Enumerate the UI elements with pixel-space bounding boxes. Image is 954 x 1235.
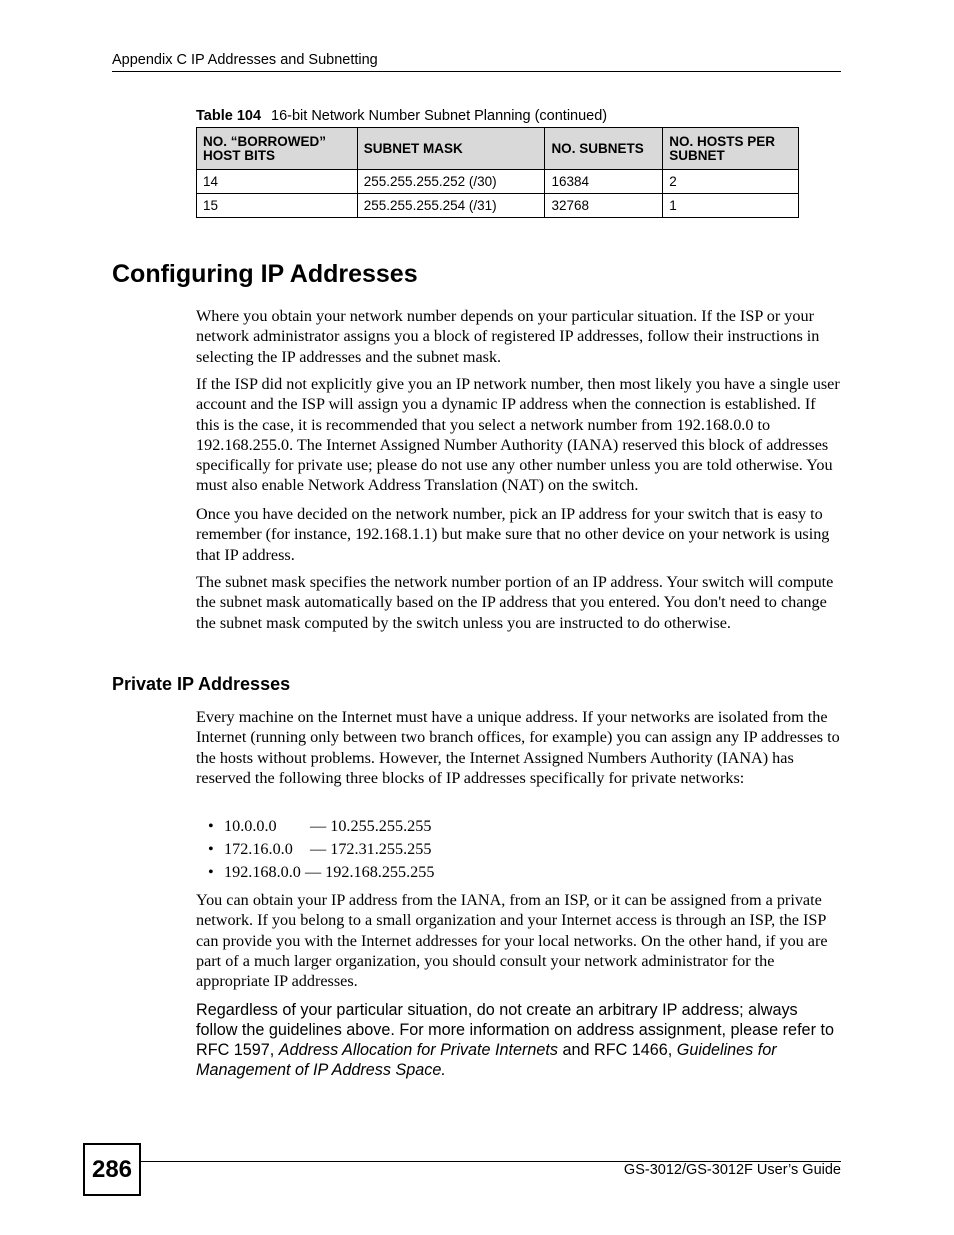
closing-text: and RFC 1466, (558, 1041, 677, 1059)
list-item (208, 839, 434, 862)
subnet-planning-table (196, 127, 799, 218)
list-item (208, 816, 434, 839)
range-end: — 172.31.255.255 (310, 840, 432, 858)
bullet-icon: • (208, 840, 214, 858)
table-caption (196, 108, 607, 124)
table-cell: 255.255.255.252 (/30) (357, 170, 545, 194)
private-ip-range-list (208, 816, 434, 885)
footer-guide-title: GS-3012/GS-3012F User’s Guide (623, 1162, 841, 1178)
range-end: — 192.168.255.255 (304, 863, 435, 881)
page-number: 286 (83, 1143, 141, 1196)
running-header: Appendix C IP Addresses and Subnetting (112, 52, 378, 68)
list-item (208, 862, 434, 885)
table-cell: 255.255.255.254 (/31) (357, 194, 545, 218)
paragraph: The subnet mask specifies the network number portion of an IP address. Your switch will compute the subnet mask automatically based on the IP address that you entered. You don't need to change the subnet mask computed by the switch unless you are instructed to do otherwise. (196, 573, 834, 632)
table-header-row (197, 128, 799, 170)
table-cell: 1 (663, 194, 799, 218)
range-start: 10.0.0.0 (224, 817, 277, 835)
table-cell: 32768 (545, 194, 663, 218)
table-caption-label: Table 104 (196, 108, 262, 124)
table-cell: 15 (197, 194, 358, 218)
table-row (197, 194, 799, 218)
table-cell: 16384 (545, 170, 663, 194)
header-subnet-mask: SUBNET MASK (357, 128, 545, 170)
bullet-icon: • (208, 863, 214, 881)
paragraph: If the ISP did not explicitly give you an IP network number, then most likely you have a single user account and the ISP will assign you a dynamic IP address when the connection is established. If this is the case, it is recommended that you select a network number from 192.168.0.0 to 192.168.255.0. The Internet Assigned Number Authority (IANA) reserved this block of addresses specifically for private use; please do not use any other number unless you are told otherwise. You must also enable Network Address Translation (NAT) on the switch. (196, 375, 840, 495)
header-divider (112, 71, 841, 72)
rfc1466-title: Guidelines for Management of IP Address Space. (196, 1041, 777, 1079)
table-cell: 2 (663, 170, 799, 194)
paragraph: You can obtain your IP address from the IANA, from an ISP, or it can be assigned from a private network. If you belong to a small organization and your Internet access is through an ISP, the ISP can provide you with the Internet addresses for your local networks. On the other hand, if you are part of a much larger organization, you should consult your network administrator for the appropriate IP addresses. (196, 891, 828, 991)
subsection-title: Private IP Addresses (112, 674, 291, 694)
paragraph: Every machine on the Internet must have a unique address. If your networks are isolated from the Internet (running only between two branch offices, for example) you can assign any IP addresses to the hosts without problems. However, the Internet Assigned Numbers Authority (IANA) has reserved the following three blocks of IP addresses specifically for private networks: (196, 708, 840, 787)
closing-paragraph (196, 1000, 841, 1080)
closing-text: Regardless of your particular situation, do not create an arbitrary IP address; always follow the guidelines above. For more information on address assignment, please refer to RFC 1597, (196, 1001, 834, 1059)
range-end: — 10.255.255.255 (310, 817, 432, 835)
rfc1597-title: Address Allocation for Private Internets (278, 1041, 558, 1059)
header-hosts-per-subnet: NO. HOSTS PER SUBNET (663, 128, 799, 170)
section-title: Configuring IP Addresses (112, 260, 418, 288)
range-start: 192.168.0.0 (224, 863, 301, 881)
paragraph: Where you obtain your network number depends on your particular situation. If the ISP or your network administrator assigns you a block of registered IP addresses, follow their instructions in selecting the IP addresses and the subnet mask. (196, 307, 820, 366)
header-no-subnets: NO. SUBNETS (545, 128, 663, 170)
bullet-icon: • (208, 817, 214, 835)
table-cell: 14 (197, 170, 358, 194)
table-row (197, 170, 799, 194)
range-start: 172.16.0.0 (224, 840, 293, 858)
table-caption-text: 16-bit Network Number Subnet Planning (continued) (271, 108, 608, 124)
header-borrowed-host-bits: NO. “BORROWED” HOST BITS (197, 128, 358, 170)
paragraph: Once you have decided on the network number, pick an IP address for your switch that is easy to remember (for instance, 192.168.1.1) but make sure that no other device on your network is using that IP address. (196, 505, 830, 564)
